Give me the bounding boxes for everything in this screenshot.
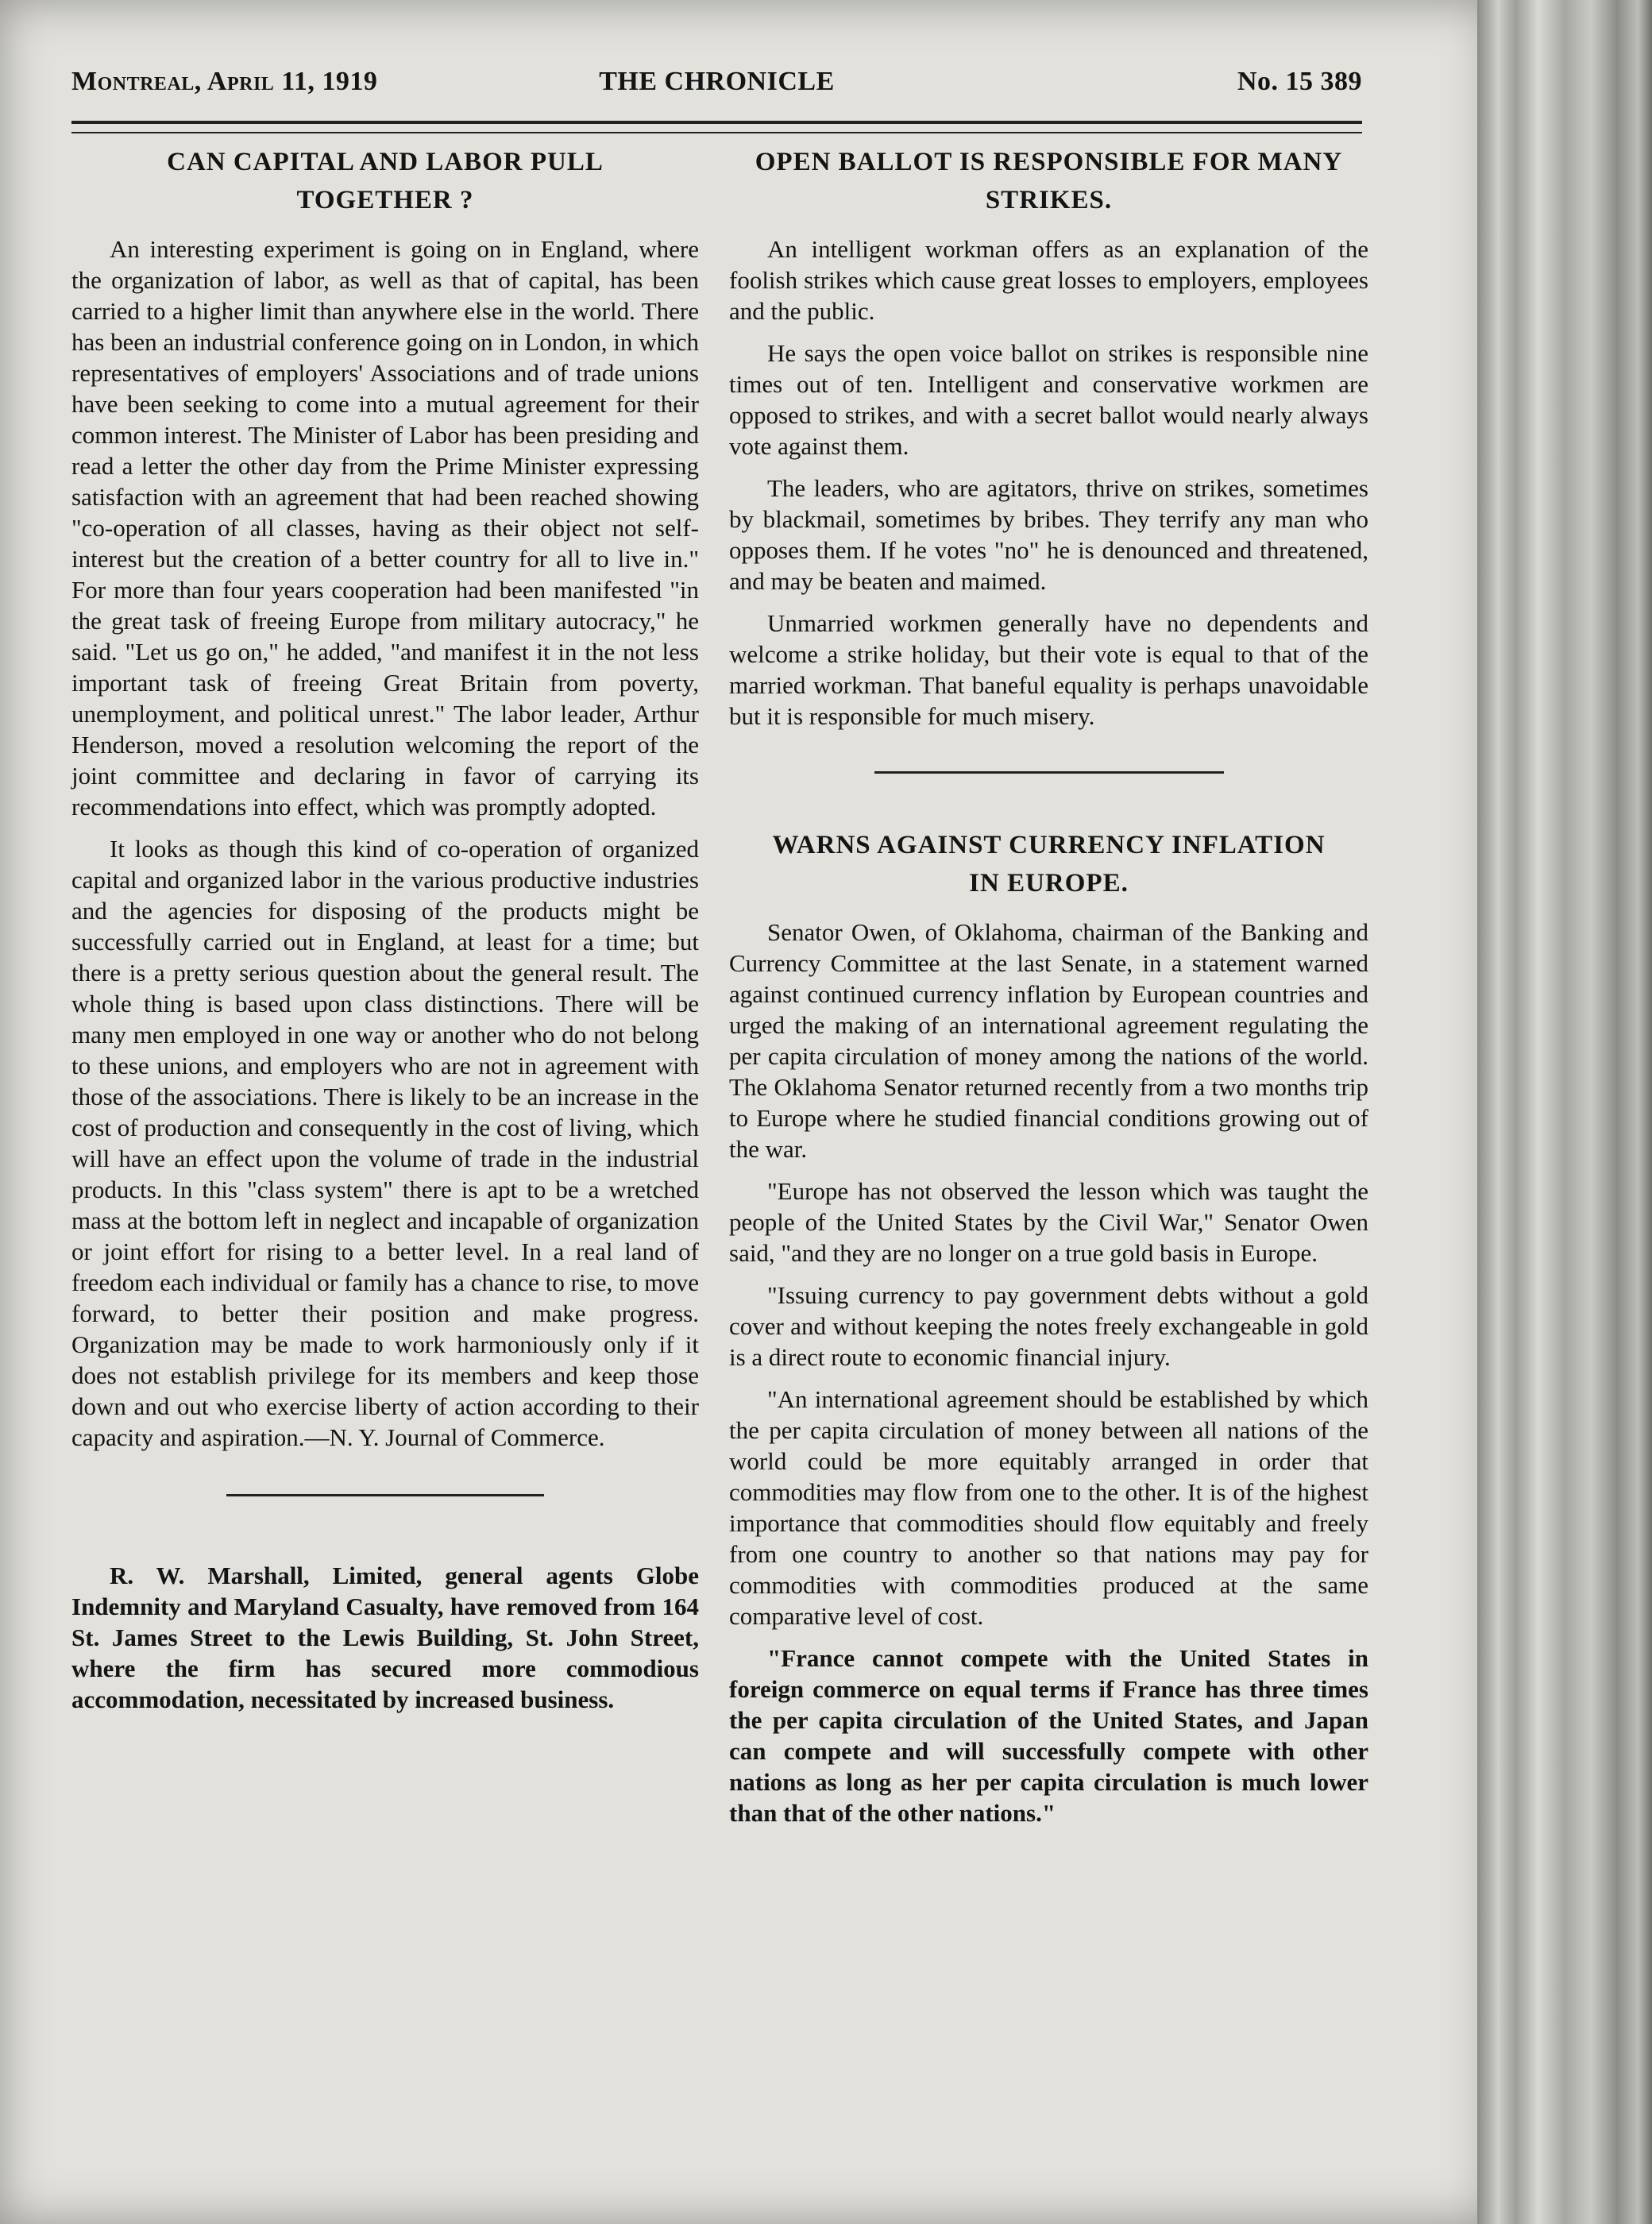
- article-paragraph: "Issuing currency to pay government debts without a gold cover and without keeping the notes freely exchangeable in gold is a direct route to economic financial injury.: [729, 1281, 1368, 1371]
- running-head: [71, 67, 1362, 106]
- header-double-rule: [71, 121, 1362, 133]
- article-paragraph: Unmarried workmen generally have no dependents and welcome a strike holiday, but their vote is equal to that of the married workman. That baneful equality is perhaps unavoidable but it is responsible for much misery.: [729, 609, 1368, 730]
- article-paragraph: An interesting experiment is going on in England, where the organization of labor, as well as that of capital, has been carried to a higher limit than anywhere else in the world. There has been an industrial conference going on in London, in which representatives of employers' Associations and of trade unions have been seeking to come into a mutual agreement for their common interest. The Minister of Labor has been presiding and read a letter the other day from the Prime Minister expressing satisfaction with an agreement that had been reached showing "co-operation of all classes, having as their object not self-interest but the creation of a better country for all to live in." For more than four years cooperation had been manifested "in the great task of freeing Europe from military autocracy," he said. "Let us go on," he added, "and manifest it in the not less important task of freeing Great Britain from poverty, unemployment, and political unrest." The labor leader, Arthur Henderson, moved a resolution welcoming the report of the joint committee and declaring in favor of carrying its recommendations into effect, which was promptly adopted.: [71, 235, 699, 820]
- section-divider: [226, 1494, 544, 1496]
- article-paragraph: It looks as though this kind of co-operation of organized capital and organized labor in the various productive industries and the agencies for disposing of the products might be successfully carried out in England, at least for a time; but there is a pretty serious question about the general result. The whole thing is based upon class distinctions. There will be many men employed in one way or another who do not belong to these unions, and employers who are not in agreement with those of the associations. There is likely to be an increase in the cost of production and consequently in the cost of living, which will have an effect upon the volume of trade in the industrial products. In this "class system" there is apt to be a wretched mass at the bottom left in neglect and incapable of organization or joint effort for rising to a better level. In a real land of freedom each individual or family has a chance to rise, to move forward, to better their position and make progress. Organization may be made to work harmoniously only if it does not establish privilege for its members and keep those down and out who exercise liberty of action according to their capacity and aspiration.—N. Y. Journal of Commerce.: [71, 835, 699, 1451]
- article-headline: OPEN BALLOT IS RESPONSIBLE FOR MANY STRIKES.: [755, 148, 1343, 214]
- section-divider: [874, 771, 1224, 774]
- article-paragraph: He says the open voice ballot on strikes is responsible nine times out of ten. Intelligent and conservative workmen are opposed to strikes, and with a secret ballot would nearly always vote against them.: [729, 339, 1368, 460]
- article-paragraph: Senator Owen, of Oklahoma, chairman of the Banking and Currency Committee at the last Senate, in a statement warned against continued currency inflation by European countries and urged the making of an international agreement regulating the per capita circulation of money among the nations of the world. The Oklahoma Senator returned recently from a two months trip to Europe where he studied financial conditions growing out of the war.: [729, 918, 1368, 1163]
- book-spine-edge: [1477, 0, 1652, 2224]
- article-paragraph: "An international agreement should be established by which the per capita circulation of money between all nations of the world could be more equitably arranged in order that commodities may flow from one to the other. It is of the highest importance that commodities should flow equitably and freely from one country to another so that nations may pay for commodities with commodities produced at the same comparative level of cost.: [729, 1385, 1368, 1630]
- article-headline: CAN CAPITAL AND LABOR PULL TOGETHER ?: [167, 148, 604, 214]
- article-paragraph: "Europe has not observed the lesson which was taught the people of the United States by the Civil War," Senator Owen said, "and they are no longer on a true gold basis in Europe.: [729, 1177, 1368, 1267]
- notice-paragraph: R. W. Marshall, Limited, general agents Globe Indemnity and Maryland Casualty, have removed from 164 St. James Street to the Lewis Building, St. John Street, where the firm has secured more commodious accommodation, necessitated by increased business.: [71, 1562, 699, 1713]
- running-head-issue-page: No. 15 389: [1237, 67, 1362, 96]
- left-column: [71, 143, 699, 1726]
- article-paragraph: An intelligent workman offers as an explanation of the foolish strikes which cause great losses to employers, employees and the public.: [729, 235, 1368, 325]
- article-open-ballot: [729, 143, 1368, 732]
- article-paragraph: The leaders, who are agitators, thrive on strikes, sometimes by blackmail, sometimes by bribes. They terrify any man who opposes them. If he votes "no" he is denounced and threatened, and may be beaten and maimed.: [729, 474, 1368, 595]
- running-head-dateline: Montreal, April 11, 1919: [71, 67, 378, 96]
- notice-marshall: [71, 1560, 699, 1715]
- article-capital-labor: [71, 143, 699, 1453]
- running-head-title: THE CHRONICLE: [599, 67, 835, 96]
- right-column: [729, 143, 1368, 1840]
- article-headline: WARNS AGAINST CURRENCY INFLATION IN EUROPE.: [772, 831, 1326, 898]
- article-currency-inflation: [729, 826, 1368, 1828]
- article-paragraph: "France cannot compete with the United States in foreign commerce on equal terms if France has three times the per capita circulation of the United States, and Japan can compete and will successfully compete with other nations as long as her per capita circulation is much lower than that of the other nations.": [729, 1644, 1368, 1827]
